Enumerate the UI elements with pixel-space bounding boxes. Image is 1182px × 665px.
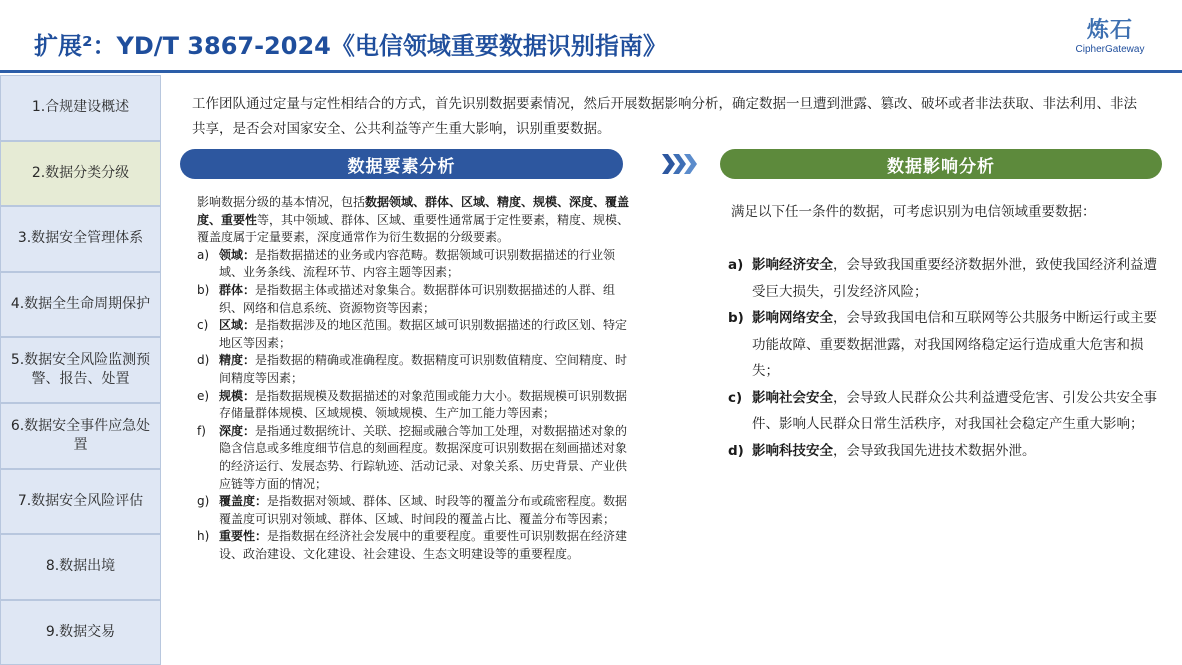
intro-paragraph: 工作团队通过定量与定性相结合的方式，首先识别数据要素情况，然后开展数据影响分析，确定数据一旦遭到泄露、篡改、破坏或者非法获取、非法利用、非法共享，是否会对国家安全、公共利益等产生重大影响，识别重要数据。 bbox=[192, 96, 1137, 137]
list-item: h) 重要性：是指数据在经济社会发展中的重要程度。重要性可识别数据在经济建设、政治建设、文化建设、社会建设、生态文明建设等的重要程度。 bbox=[197, 529, 628, 561]
element-analysis-body bbox=[197, 194, 633, 563]
sidebar-item-label: 9.数据交易 bbox=[45, 624, 116, 641]
element-analysis-heading: 数据要素分析 bbox=[180, 149, 623, 179]
list-item: a) 领域：是指数据描述的业务或内容范畴。数据领域可识别数据描述的行业领域、业务条线、流程环节、内容主题等因素； bbox=[197, 247, 616, 280]
impact-list bbox=[728, 252, 1163, 464]
sidebar-item-label: 5.数据安全风险监测预警、报告、处置 bbox=[10, 352, 151, 388]
sidebar-item-compliance-overview[interactable] bbox=[0, 75, 161, 141]
sidebar-item-label: 7.数据安全风险评估 bbox=[17, 492, 144, 509]
sidebar-item-data-trading[interactable] bbox=[0, 600, 161, 665]
list-item: c) 影响社会安全，会导致人民群众公共利益遭受危害、引发公共安全事件、影响人民群众日常生活秩序，对我国社会稳定产生重大影响； bbox=[728, 389, 1157, 432]
element-intro: 影响数据分级的基本情况，包括数据领域、群体、区域、精度、规模、深度、覆盖度、重要性等，其中领域、群体、区域、重要性通常属于定性要素，精度、规模、覆盖度属于定量要素，深度通常作为衍生数据的分级要素。 bbox=[197, 195, 630, 245]
sidebar-item-incident-response[interactable] bbox=[0, 403, 161, 469]
list-item: c) 区域：是指数据涉及的地区范围。数据区域可识别数据描述的行政区划、特定地区等因素； bbox=[197, 318, 628, 350]
sidebar-item-lifecycle-protection[interactable] bbox=[0, 272, 161, 338]
list-item: f) 深度：是指通过数据统计、关联、挖掘或融合等加工处理，对数据描述对象的隐含信息或多维度细节信息的刻画程度。数据深度可识别数据在刻画描述对象的经济运行、发展态势、行踪轨迹、活动记录、对象关系、历史背景、产业供应链等方面的情况； bbox=[197, 423, 628, 491]
sidebar-item-label: 1.合规建设概述 bbox=[31, 99, 130, 116]
chevron-right-triple-icon bbox=[660, 152, 700, 176]
sidebar-item-label: 6.数据安全事件应急处置 bbox=[10, 417, 151, 453]
sidebar-item-risk-monitoring[interactable] bbox=[0, 337, 161, 403]
brand-logo bbox=[1068, 18, 1152, 56]
page-title: 扩展²：YD/T 3867-2024《电信领域重要数据识别指南》 bbox=[34, 32, 667, 60]
sidebar-item-label: 4.数据全生命周期保护 bbox=[10, 296, 151, 313]
header-divider bbox=[0, 70, 1182, 73]
list-item: a) 影响经济安全，会导致我国重要经济数据外泄，致使我国经济利益遭受巨大损失，引发经济风险； bbox=[728, 257, 1157, 300]
impact-intro: 满足以下任一条件的数据，可考虑识别为电信领域重要数据： bbox=[731, 204, 1096, 220]
list-item: b) 群体：是指数据主体或描述对象集合。数据群体可识别数据描述的人群、组织、网络和信息系统、资源物资等因素； bbox=[197, 282, 616, 315]
sidebar-item-label: 2.数据分类分级 bbox=[31, 164, 130, 181]
logo-en-text: CipherGateway bbox=[1075, 44, 1145, 55]
list-item: g) 覆盖度：是指数据对领域、群体、区域、时段等的覆盖分布或疏密程度。数据覆盖度可识别对领域、群体、区域、时间段的覆盖占比、覆盖分布等因素； bbox=[197, 494, 628, 526]
sidebar-item-data-export[interactable] bbox=[0, 534, 161, 600]
list-item: d) 影响科技安全，会导致我国先进技术数据外泄。 bbox=[728, 442, 1036, 459]
list-item: d) 精度：是指数据的精确或准确程度。数据精度可识别数值精度、空间精度、时间精度等因素； bbox=[197, 353, 628, 385]
sidebar-item-security-management[interactable] bbox=[0, 206, 161, 272]
sidebar-item-data-classification[interactable] bbox=[0, 141, 161, 207]
sidebar-item-label: 8.数据出境 bbox=[45, 558, 116, 575]
sidebar-item-label: 3.数据安全管理体系 bbox=[17, 230, 144, 247]
list-item: b) 影响网络安全，会导致我国电信和互联网等公共服务中断运行或主要功能故障、重要数据泄露，对我国网络稳定运行造成重大危害和损失； bbox=[728, 310, 1157, 379]
logo-cn-text: 炼石 bbox=[1086, 18, 1133, 43]
list-item: e) 规模：是指数据规模及数据描述的对象范围或能力大小。数据规模可识别数据存储量群体规模、区域规模、领域规模、生产加工能力等因素； bbox=[197, 388, 628, 421]
impact-analysis-heading: 数据影响分析 bbox=[720, 149, 1162, 179]
sidebar-item-risk-assessment[interactable] bbox=[0, 469, 161, 535]
sidebar-nav bbox=[0, 75, 161, 665]
